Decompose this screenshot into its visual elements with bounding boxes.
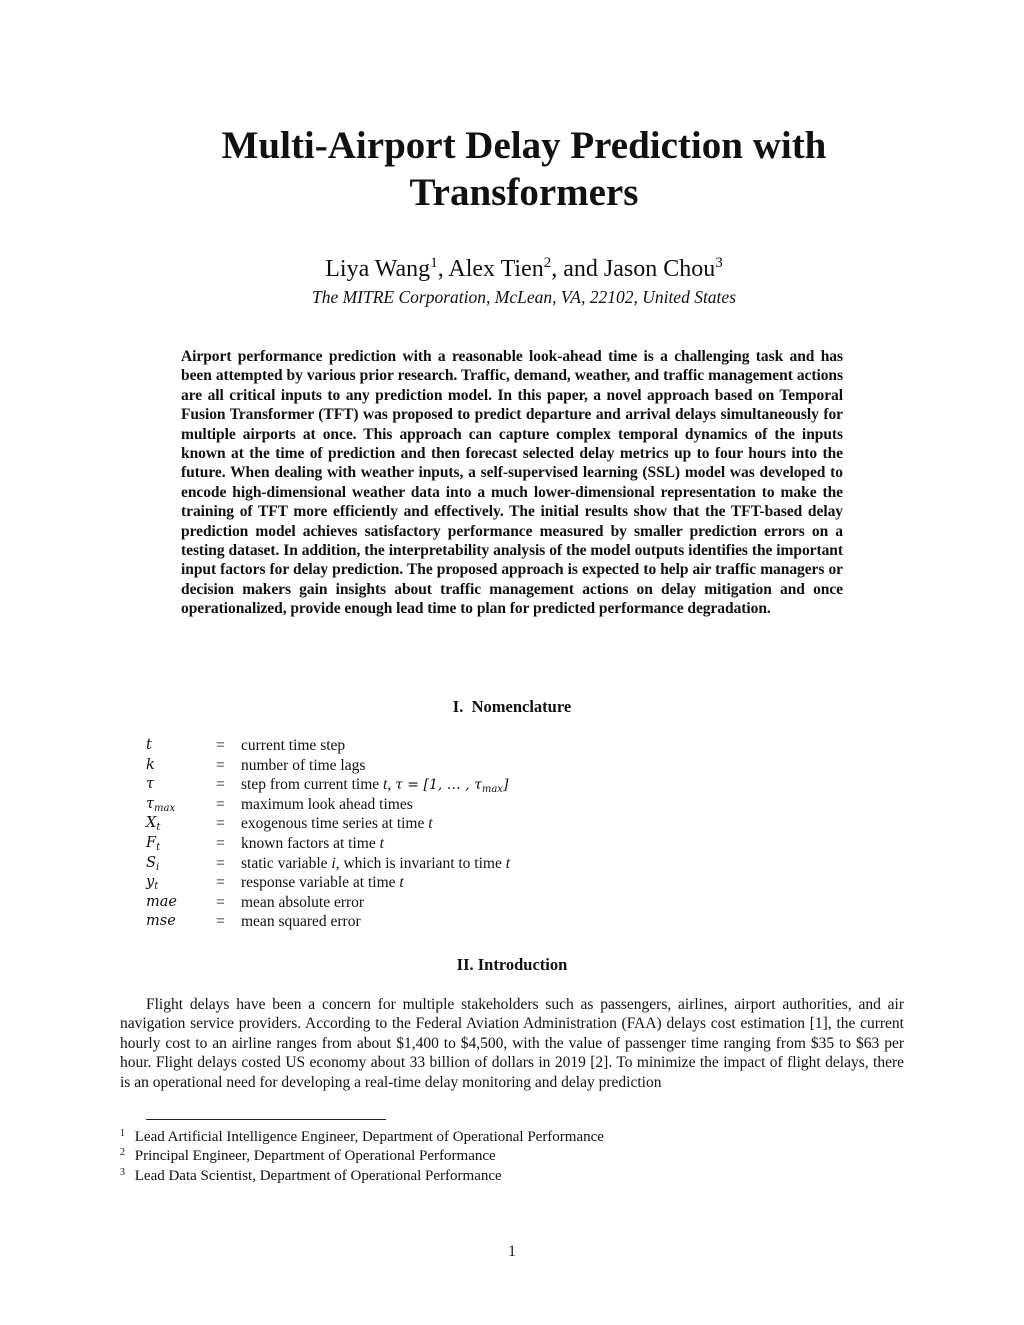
definition-text: , [387, 776, 396, 794]
equals-sign: = [216, 913, 225, 931]
affiliation: The MITRE Corporation, McLean, VA, 22102, United States [311, 287, 737, 307]
section-title: Introduction [477, 955, 568, 974]
definition-text: mean squared error [241, 913, 361, 931]
equals-sign: = [216, 854, 225, 872]
symbol-subscript: t [156, 822, 161, 834]
footnote: 1 Lead Artificial Intelligence Engineer, Department of Operational Performance [120, 1128, 604, 1145]
nomenclature-definition [241, 873, 404, 893]
definition-text: exogenous time series at time [241, 815, 429, 833]
author-list [120, 254, 928, 284]
footnote: 2 Principal Engineer, Department of Operational Performance [120, 1147, 496, 1165]
italic-variable: t [505, 854, 511, 872]
definition-text: maximum look ahead times [241, 795, 413, 813]
footnotes [120, 1128, 904, 1186]
nomenclature-row [146, 795, 746, 815]
author-name: Liya Wang [325, 256, 431, 282]
nomenclature-symbol: mse [146, 913, 176, 930]
nomenclature-definition [241, 756, 365, 776]
nomenclature-row [146, 814, 746, 834]
nomenclature-symbol: k [146, 756, 155, 773]
nomenclature-definition [241, 795, 413, 815]
nomenclature-symbol: mae [146, 893, 177, 910]
footnote-text: Principal Engineer, Department of Operational Performance [134, 1148, 496, 1165]
footnote-text: Lead Artificial Intelligence Engineer, Department of Operational Performance [134, 1129, 604, 1145]
nomenclature-row [146, 736, 746, 756]
equals-sign: = [216, 893, 225, 911]
italic-variable: t [379, 834, 384, 852]
symbol-subscript: t [156, 841, 161, 853]
nomenclature-symbol: $F_t$ [146, 834, 161, 853]
paper-title: Multi-Airport Delay Prediction with Transformers [221, 124, 827, 214]
definition-text: , which is invariant to time [335, 854, 506, 872]
italic-variable: t [399, 874, 404, 892]
definition-text: step from current time [241, 776, 384, 794]
author-separator: , [437, 256, 449, 282]
nomenclature-definition [241, 834, 384, 854]
nomenclature-row [146, 854, 746, 874]
nomenclature-definition [241, 775, 508, 796]
nomenclature-definition [241, 854, 510, 874]
author-affiliation-marker: 1 [430, 255, 438, 271]
definition-text: response variable at time [241, 874, 400, 892]
section-heading-introduction [120, 955, 904, 975]
footnote-text: Lead Data Scientist, Department of Operational Performance [134, 1167, 502, 1184]
nomenclature-row [146, 775, 746, 795]
nomenclature-symbol: τ [146, 776, 155, 793]
author-affiliation-marker: 3 [715, 255, 723, 271]
section-number: II. [456, 955, 474, 974]
author-affiliation-marker: 2 [543, 255, 552, 271]
math-expression: τ = [1, … , $\tau_{max}$ [395, 777, 503, 796]
nomenclature-symbol: $X_t$ [146, 815, 161, 834]
nomenclature-symbol: $S_i$ [146, 854, 160, 873]
nomenclature-row [146, 873, 746, 893]
equals-sign: = [216, 737, 225, 754]
nomenclature-symbol: $\tau_{max}$ [146, 795, 176, 814]
nomenclature-definition [241, 736, 345, 756]
nomenclature-row [146, 912, 746, 932]
equals-sign: = [216, 834, 225, 852]
author-name: Jason Chou [603, 256, 716, 282]
footnote-divider [146, 1119, 386, 1120]
nomenclature-definition [241, 814, 433, 834]
nomenclature-row [146, 893, 746, 913]
symbol-subscript: max [154, 802, 176, 814]
math-subscript: max [481, 784, 503, 796]
italic-variable: t [383, 776, 388, 794]
author-separator: , and [551, 256, 604, 282]
equals-sign: = [216, 874, 225, 892]
equals-sign: = [216, 815, 225, 833]
author-name: Alex Tien [448, 256, 544, 282]
nomenclature-symbol: $y_t$ [146, 874, 159, 893]
footnote: 3 Lead Data Scientist, Department of Operational Performance [120, 1166, 502, 1184]
introduction-paragraph: Flight delays have been a concern for multiple stakeholders such as passengers, airlines, airport authorities, and air navigation service providers. According to the Federal Aviation Administration (FAA) delays cost estimation [1], the current hourly cost to an airline ranges from about $1,400 to $4,500, with the value of passenger time ranging from $35 to $63 per hour. Flight delays costed US economy about 33 billion of dollars in 2019 [2]. To minimize the impact of flight delays, there is an operational need for developing a real-time delay monitoring and delay prediction [120, 996, 904, 1091]
section-heading-nomenclature [120, 697, 904, 717]
equals-sign: = [216, 776, 225, 794]
equals-sign: = [216, 756, 225, 774]
nomenclature-definition [241, 893, 364, 913]
nomenclature-list [146, 736, 746, 932]
math-expression: ] [502, 777, 509, 794]
definition-text: number of time lags [241, 756, 366, 774]
definition-text: current time step [241, 737, 346, 754]
nomenclature-row [146, 756, 746, 776]
definition-text: mean absolute error [241, 893, 365, 911]
nomenclature-definition [241, 912, 361, 932]
italic-variable: i [331, 854, 336, 872]
abstract: Airport performance prediction with a reasonable look-ahead time is a challenging task and has been attempted by various prior research. Traffic, demand, weather, and traffic management actions are all critical inputs to any prediction model. In this paper, a novel approach based on Temporal Fusion Transformer (TFT) was proposed to predict departure and arrival delays simultaneously for multiple airports at once. This approach can capture complex temporal dynamics of the inputs known at the time of prediction and then forecast selected delay metrics up to four hours into the future. When dealing with weather inputs, a self-supervised learning (SSL) model was developed to encode high-dimensional weather data into a much lower-dimensional representation to make the training of TFT more efficiently and effectively. The initial results show that the TFT-based delay prediction model achieves satisfactory performance measured by smaller prediction errors on a testing dataset. In addition, the interpretability analysis of the model outputs identifies the important input factors for delay prediction. The proposed approach is expected to help air traffic managers or decision makers gain insights about traffic management actions on delay mitigation and once operationalized, provide enough lead time to plan for predicted performance degradation. [181, 348, 843, 618]
page-number: 1 [508, 1243, 516, 1260]
definition-text: known factors at time [241, 834, 380, 852]
equals-sign: = [216, 795, 225, 813]
italic-variable: t [428, 815, 433, 833]
section-title: Nomenclature [471, 697, 572, 716]
symbol-subscript: i [155, 861, 160, 873]
nomenclature-symbol: t [146, 737, 152, 753]
section-number: I. [452, 697, 464, 716]
nomenclature-row [146, 834, 746, 854]
symbol-subscript: t [154, 881, 159, 893]
definition-text: static variable [241, 854, 332, 872]
